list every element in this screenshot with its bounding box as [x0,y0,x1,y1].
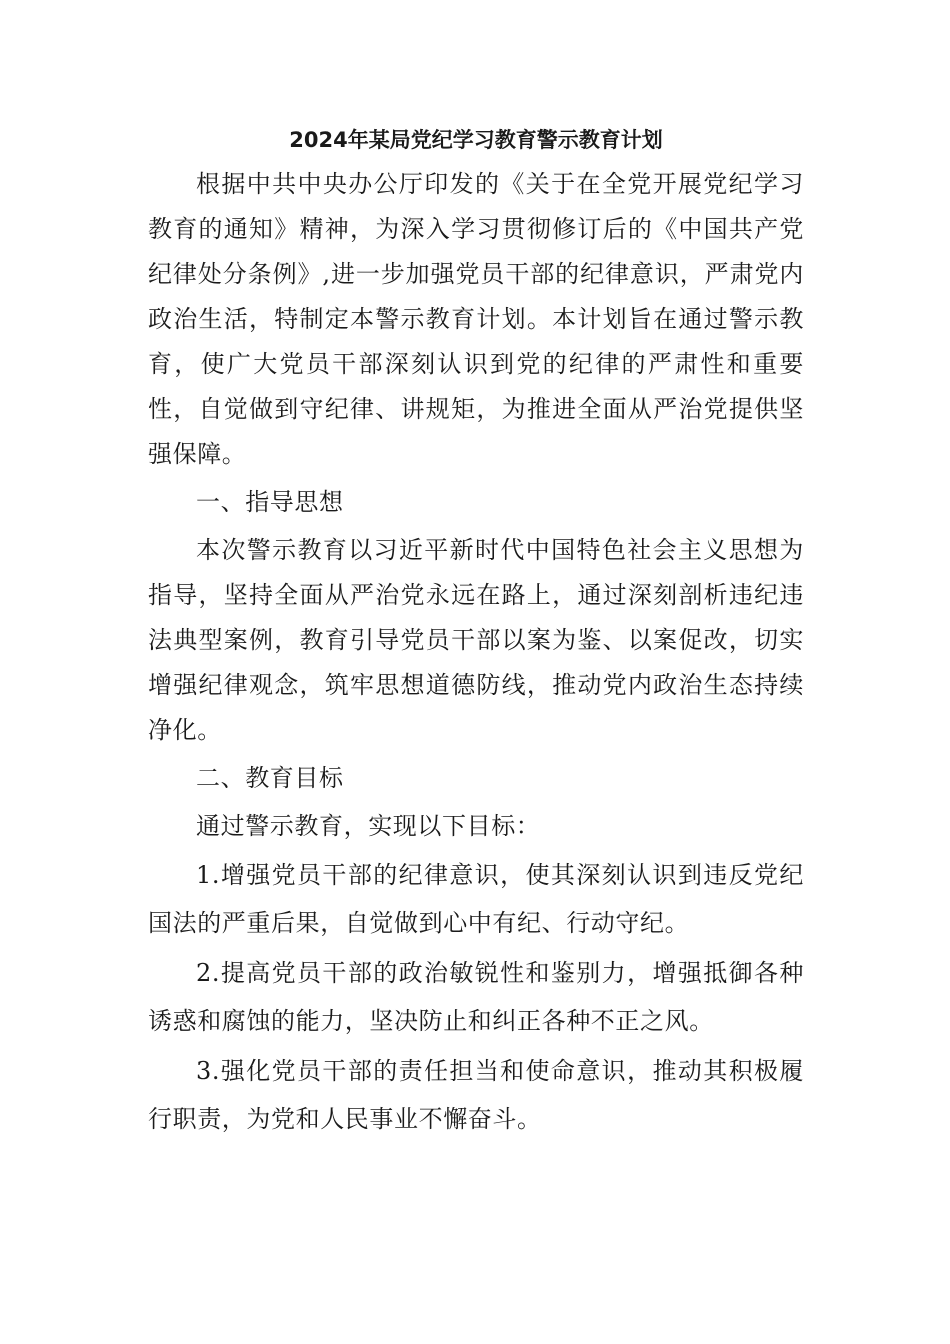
goal-item-3: 3.强化党员干部的责任担当和使命意识，推动其积极履行职责，为党和人民事业不懈奋斗。 [148,1057,804,1133]
section-heading-education-goals: 二、教育目标 [196,764,344,792]
education-goals-lead: 通过警示教育，实现以下目标： [196,812,541,840]
goal-item-2: 2.提高党员干部的政治敏锐性和鉴别力，增强抵御各种诱惑和腐蚀的能力，坚决防止和纠正各种不正之风。 [148,959,804,1035]
guiding-ideology-paragraph: 本次警示教育以习近平新时代中国特色社会主义思想为指导，坚持全面从严治党永远在路上，通过深刻剖析违纪违法典型案例，教育引导党员干部以案为鉴、以案促改，切实增强纪律观念，筑牢思想道德防线，推动党内政治生态持续净化。 [148,536,804,744]
document-body [148,118,804,1143]
document-title: 2024年某局党纪学习教育警示教育计划 [289,128,663,152]
goal-item-1: 1.增强党员干部的纪律意识，使其深刻认识到违反党纪国法的严重后果，自觉做到心中有纪、行动守纪。 [148,861,804,937]
intro-paragraph: 根据中共中央办公厅印发的《关于在全党开展党纪学习教育的通知》精神，为深入学习贯彻修订后的《中国共产党纪律处分条例》,进一步加强党员干部的纪律意识，严肃党内政治生活，特制定本警示教育计划。本计划旨在通过警示教育，使广大党员干部深刻认识到党的纪律的严肃性和重要性，自觉做到守纪律、讲规矩，为推进全面从严治党提供坚强保障。 [148,170,804,468]
section-heading-guiding-ideology: 一、指导思想 [196,488,344,516]
